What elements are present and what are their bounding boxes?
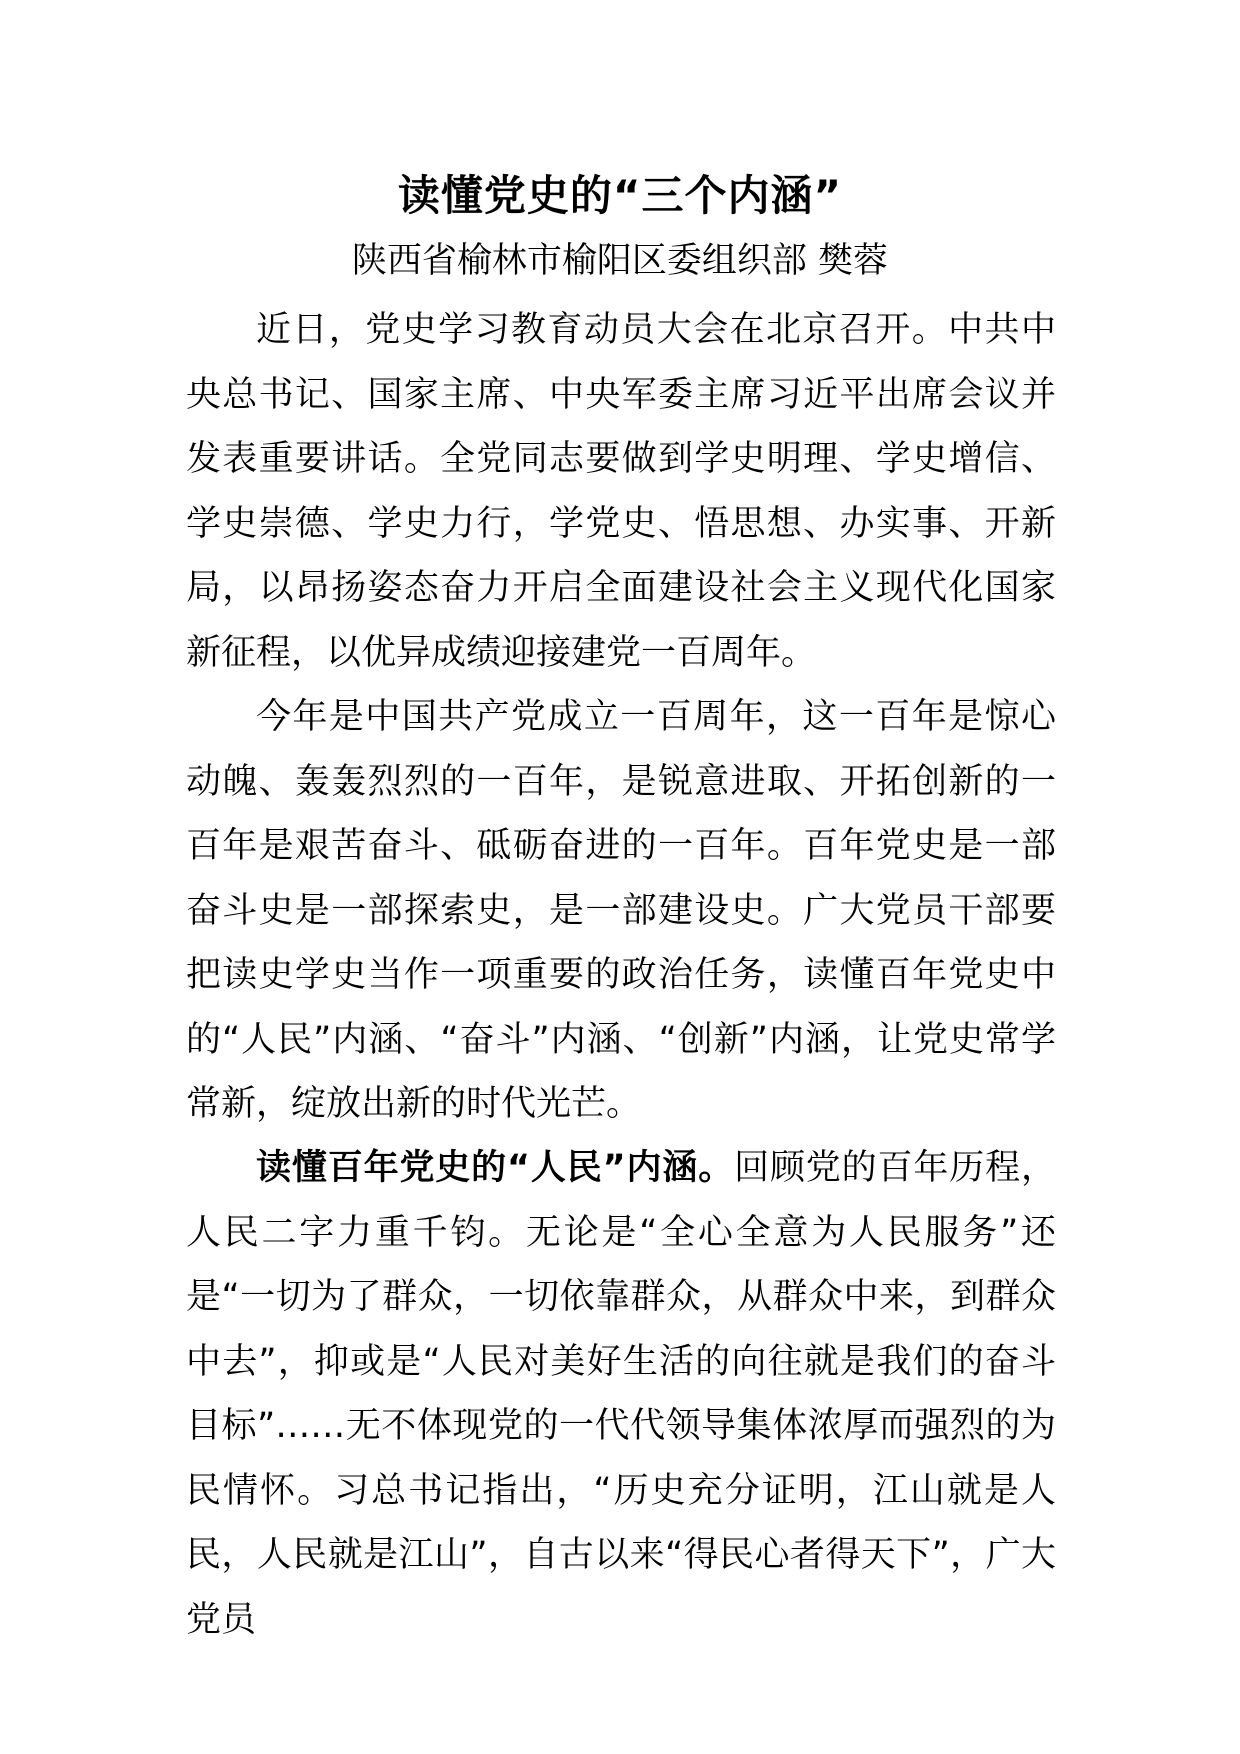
paragraph-3-text: 回顾党的百年历程，人民二字力重千钧。无论是“全心全意为人民服务”还是“一切为了群众，一切依靠群众，从群众中来，到群众中去”，抑或是“人民对美好生活的向往就是我们的奋斗目标”……无不体现党的一代代领导集体浓厚而强烈的为民情怀。习总书记指出，“历史充分证明，江山就是人民，人民就是江山”，自古以来“得民心者得天下”，广大党员 [186,1148,1056,1640]
paragraph-1 [186,298,1056,685]
author-line: 陕西省榆林市榆阳区委组织部 樊蓉 [351,241,889,281]
document-title: 读懂党史的“三个内涵” [397,171,843,220]
paragraph-2-text: 今年是中国共产党成立一百周年，这一百年是惊心动魄、轰轰烈烈的一百年，是锐意进取、开拓创新的一百年是艰苦奋斗、砥砺奋进的一百年。百年党史是一部奋斗史是一部探索史，是一部建设史。广大党员干部要把读史学史当作一项重要的政治任务，读懂百年党史中的“人民”内涵、“奋斗”内涵、“创新”内涵，让党史常学常新，绽放出新的时代光芒。 [186,697,1056,1124]
paragraph-2 [186,685,1056,1137]
paragraph-3-lead-heading: 读懂百年党史的“人民”内涵。 [256,1148,735,1188]
paragraph-3 [186,1136,1056,1652]
paragraph-1-text: 近日，党史学习教育动员大会在北京召开。中共中央总书记、国家主席、中央军委主席习近平出席会议并发表重要讲话。全党同志要做到学史明理、学史增信、学史崇德、学史力行，学党史、悟思想、办实事、开新局，以昂扬姿态奋力开启全面建设社会主义现代化国家新征程，以优异成绩迎接建党一百周年。 [186,310,1056,673]
